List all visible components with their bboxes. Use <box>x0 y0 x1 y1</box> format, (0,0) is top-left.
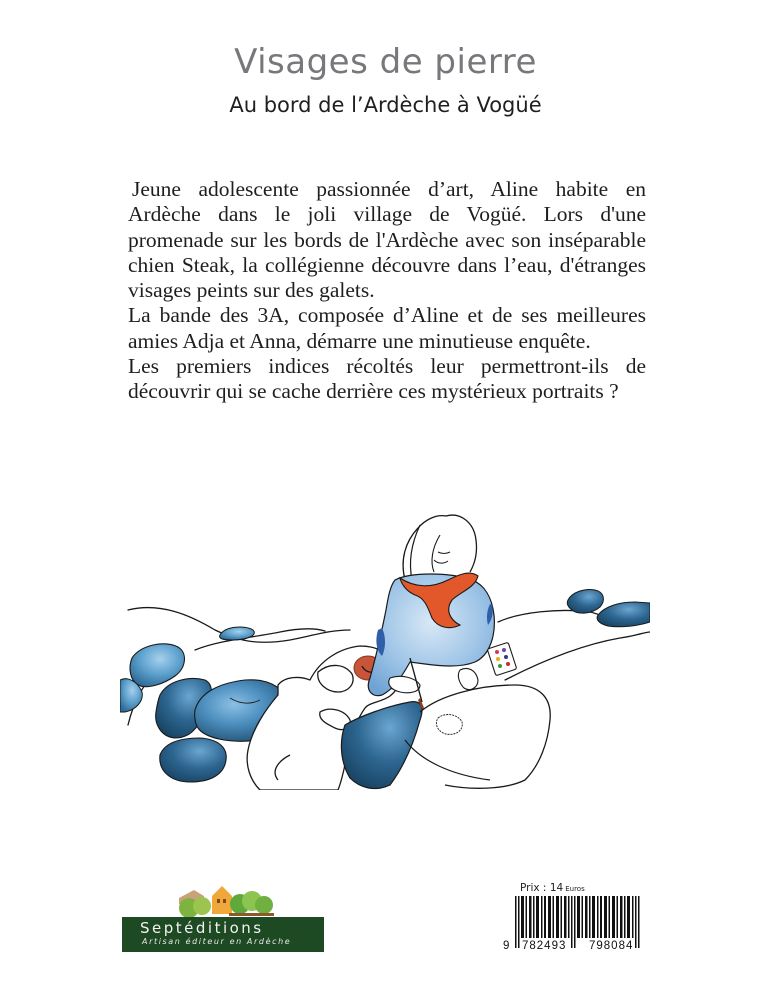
price-currency: Euros <box>565 885 585 893</box>
rock-icon <box>160 738 226 782</box>
publisher-tagline: Artisan éditeur en Ardèche <box>142 937 292 946</box>
blurb-text <box>128 177 646 405</box>
rock-icon <box>220 627 255 640</box>
isbn-first-digit: 9 <box>503 940 510 952</box>
blurb-paragraph: La bande des 3A, composée d’Aline et de ses meilleures amies Adja et Anna, démarre une minutieuse enquête. <box>128 303 646 353</box>
isbn-right-group: 798084 <box>589 940 634 952</box>
rock-icon <box>567 589 603 613</box>
blurb-paragraph: Les premiers indices récoltés leur permettront-ils de découvrir qui se cache derrière ces mystérieux portraits ? <box>128 354 646 404</box>
rock-icon <box>597 602 650 627</box>
paint-box-icon <box>487 642 517 675</box>
village-trees-icon <box>174 884 274 918</box>
book-title: Visages de pierre <box>234 42 537 82</box>
publisher-name: Septéditions <box>140 919 264 937</box>
cover-illustration <box>120 480 650 790</box>
rock-icon <box>130 644 184 687</box>
isbn-left-group: 782493 <box>522 940 567 952</box>
price-amount: 14 <box>549 882 564 894</box>
price-prefix: Prix : <box>520 882 547 894</box>
publisher-logo <box>122 884 324 952</box>
book-subtitle: Au bord de l’Ardèche à Vogüé <box>229 93 542 117</box>
blurb-paragraph: Jeune adolescente passionnée d’art, Aline habite en Ardèche dans le joli village de Vogüé. Lors d'une promenade sur les bords de l'Ardèche avec son inséparable chien Steak, la collégienne découvre dans l’eau, d'étranges visages peints sur des galets. <box>128 177 646 303</box>
price-label <box>520 882 585 894</box>
